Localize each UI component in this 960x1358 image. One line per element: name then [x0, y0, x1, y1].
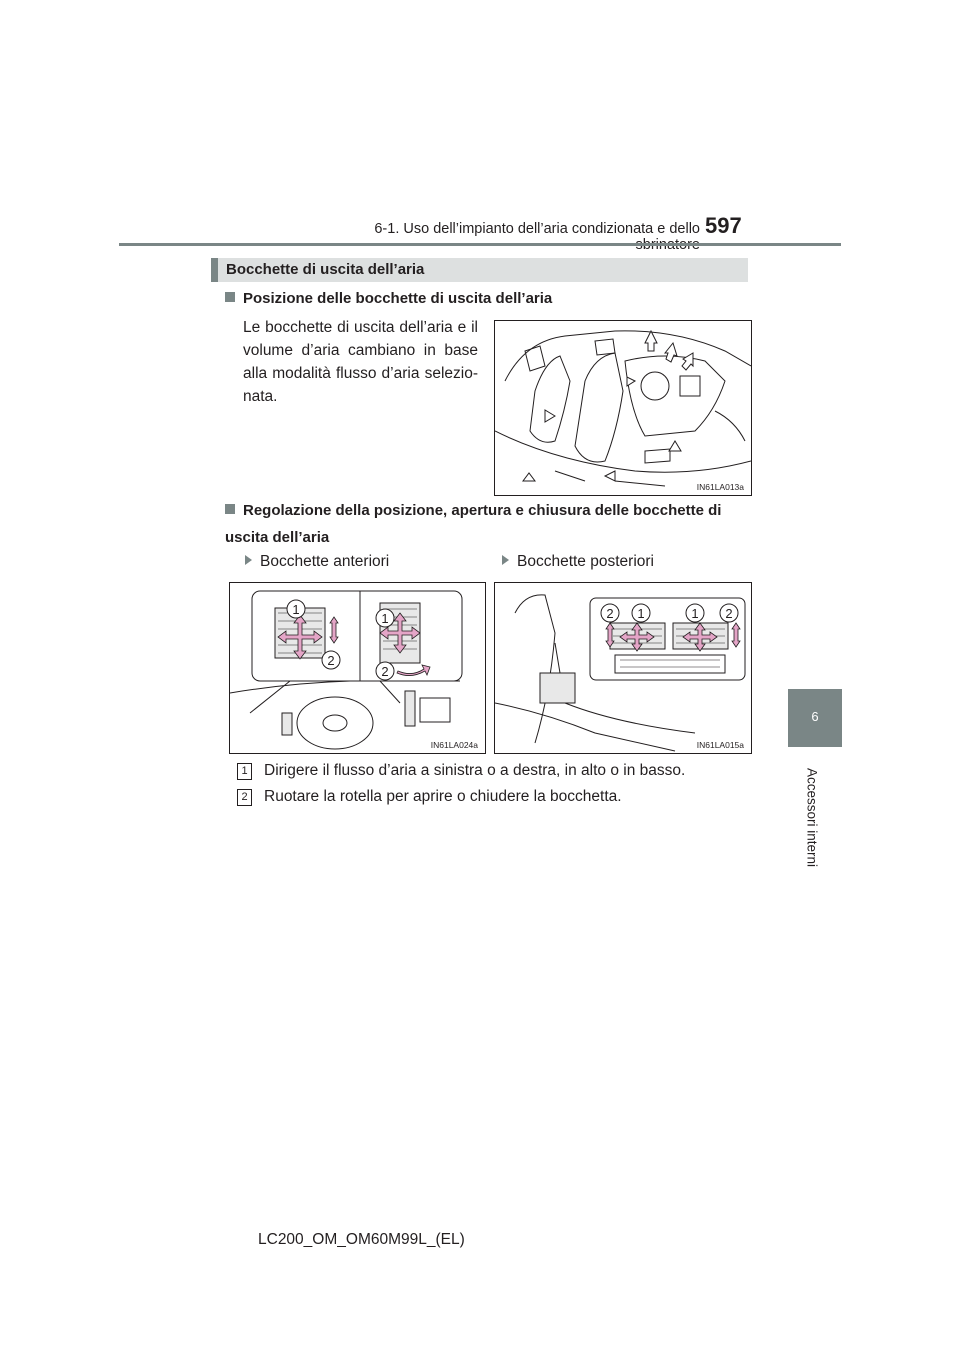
callout-2: 2	[606, 606, 614, 621]
header-divider	[119, 243, 841, 246]
note-number-badge: 2	[237, 789, 252, 806]
chapter-side-label: Accessori interni	[804, 767, 820, 868]
front-vents-illustration	[230, 583, 485, 753]
callout-1: 1	[637, 606, 645, 621]
note-number-badge: 1	[237, 763, 252, 780]
header-chapter-title: 6-1. Uso dell’impianto dell’aria condizionata e dello	[374, 221, 700, 237]
callout-1: 1	[292, 602, 300, 617]
note-item	[237, 762, 685, 780]
note-item	[237, 788, 622, 806]
figure-code: IN61LA024a	[430, 740, 478, 750]
figure-code: IN61LA013a	[696, 482, 744, 492]
label-rear-vents: Bocchette posteriori	[502, 553, 654, 571]
label-front-vents: Bocchette anteriori	[245, 553, 389, 571]
square-bullet-icon	[225, 292, 235, 302]
subsection-heading-adjustment	[225, 497, 750, 551]
page-number: 597	[705, 213, 742, 238]
chapter-number: 6	[811, 709, 819, 724]
figure-front-vents	[229, 582, 486, 754]
triangle-bullet-icon	[245, 555, 252, 565]
callout-2: 2	[327, 653, 335, 668]
subsection-title: Posizione delle bocchette di uscita dell’aria	[243, 290, 553, 307]
triangle-bullet-icon	[502, 555, 509, 565]
car-interior-illustration	[495, 321, 751, 495]
section-heading-accent	[211, 258, 218, 282]
subsection-paragraph: Le bocchette di uscita dell’aria e il volume d’aria cambiano in base alla modalità flusso d’aria selezio-nata.	[243, 319, 478, 405]
callout-1: 1	[381, 611, 389, 626]
section-title: Bocchette di uscita dell’aria	[226, 261, 425, 278]
rear-vents-illustration	[495, 583, 751, 753]
note-text: Ruotare la rotella per aprire o chiudere la bocchetta.	[264, 788, 622, 805]
subsection-title: Regolazione della posizione, apertura e chiusura delle bocchette di uscita dell’aria	[225, 502, 722, 546]
figure-vent-locations	[494, 320, 752, 496]
note-text: Dirigere il flusso d’aria a sinistra o a destra, in alto o in basso.	[264, 762, 686, 779]
figure-code: IN61LA015a	[696, 740, 744, 750]
square-bullet-icon	[225, 504, 235, 514]
footer-document-code: LC200_OM_OM60M99L_(EL)	[258, 1231, 465, 1248]
callout-2: 2	[725, 606, 733, 621]
figure-rear-vents	[494, 582, 752, 754]
subsection-heading-position	[225, 285, 552, 312]
callout-1: 1	[691, 606, 699, 621]
callout-2: 2	[381, 664, 389, 679]
